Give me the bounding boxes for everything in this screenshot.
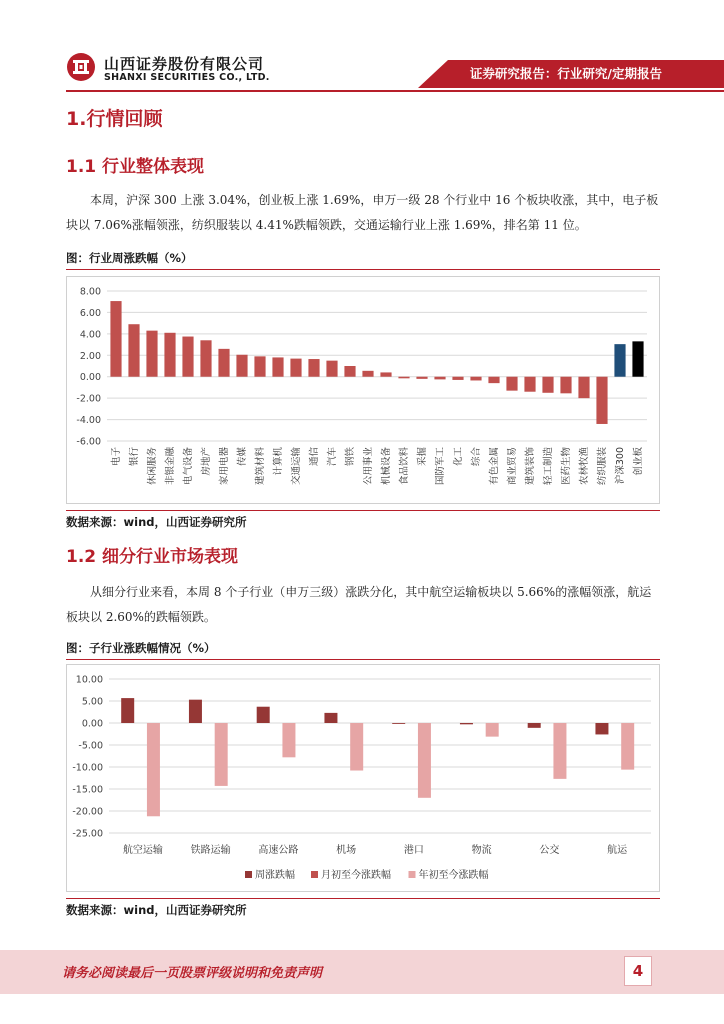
data-source-1: 数据来源：wind，山西证券研究所 <box>66 510 660 530</box>
bar <box>380 372 391 376</box>
y-tick-label: -15.00 <box>72 784 103 796</box>
bar <box>146 331 157 377</box>
figure-title-1: 图：行业周涨跌幅（%） <box>66 250 660 270</box>
bar <box>632 341 643 376</box>
y-tick-label: 2.00 <box>79 350 101 362</box>
y-tick-label: 0.00 <box>81 718 103 730</box>
x-tick-label: 休闲服务 <box>147 447 158 486</box>
bar <box>344 366 355 377</box>
bar <box>416 377 427 379</box>
bar <box>282 723 295 757</box>
company-name-en: SHANXI SECURITIES CO., LTD. <box>104 72 270 83</box>
company-name-cn: 山西证券股份有限公司 <box>104 55 265 73</box>
x-tick-label: 食品饮料 <box>399 447 410 486</box>
x-tick-label: 医药生物 <box>561 447 572 486</box>
bar <box>110 301 121 377</box>
y-tick-label: -6.00 <box>76 436 101 448</box>
bar <box>486 723 499 737</box>
bar <box>560 377 571 394</box>
bar <box>614 344 625 377</box>
x-tick-label: 国防军工 <box>435 447 446 486</box>
x-tick-label: 港口 <box>403 845 424 856</box>
y-tick-label: 0.00 <box>79 372 101 384</box>
x-tick-label: 纺织服装 <box>597 447 608 486</box>
page-number: 4 <box>624 956 652 986</box>
bar <box>452 377 463 380</box>
bar <box>324 713 337 723</box>
figure-title-2: 图：子行业涨跌幅情况（%） <box>66 640 660 660</box>
x-tick-label: 综合 <box>471 447 482 467</box>
subsection-title-1-2: 1.2 细分行业市场表现 <box>66 547 239 567</box>
legend-label: 月初至今涨跌幅 <box>321 870 391 881</box>
bar <box>121 698 134 723</box>
x-tick-label: 钢铁 <box>345 447 356 467</box>
bar <box>524 377 535 392</box>
bar <box>326 361 337 377</box>
industry-weekly-chart <box>66 276 660 504</box>
bar <box>200 340 211 376</box>
bar <box>596 377 607 424</box>
bar <box>506 377 517 391</box>
x-tick-label: 物流 <box>471 845 492 856</box>
bar <box>621 723 634 770</box>
bar <box>578 377 589 398</box>
bar <box>392 723 405 724</box>
bar <box>290 359 301 377</box>
x-tick-label: 创业板 <box>633 447 644 476</box>
x-tick-label: 航空运输 <box>122 845 163 856</box>
y-tick-label: -5.00 <box>78 740 103 752</box>
x-tick-label: 沪深300 <box>615 447 626 485</box>
x-tick-label: 公用事业 <box>363 447 374 486</box>
y-tick-label: -20.00 <box>72 806 103 818</box>
legend-label: 年初至今涨跌幅 <box>418 870 489 881</box>
bar <box>528 723 541 728</box>
page-header <box>0 0 724 100</box>
y-tick-label: 10.00 <box>75 674 103 686</box>
y-tick-label: 5.00 <box>81 696 103 708</box>
industry-weekly-chart-svg <box>67 277 659 503</box>
x-tick-label: 银行 <box>129 447 140 467</box>
x-tick-label: 高速公路 <box>258 845 299 856</box>
bar <box>398 377 409 379</box>
x-tick-label: 非银金融 <box>165 447 176 486</box>
bar <box>254 356 265 376</box>
report-type: 证券研究报告：行业研究/定期报告 <box>469 66 662 81</box>
y-tick-label: 8.00 <box>79 286 101 298</box>
y-tick-label: -4.00 <box>76 415 101 427</box>
x-tick-label: 通信 <box>309 447 320 467</box>
bar <box>434 377 445 380</box>
y-tick-label: 6.00 <box>79 307 101 319</box>
data-source-2: 数据来源：wind，山西证券研究所 <box>66 898 660 918</box>
bar <box>418 723 431 798</box>
bar <box>460 723 473 724</box>
header-band-notch <box>418 60 448 88</box>
header-divider <box>66 90 724 92</box>
bar <box>350 723 363 771</box>
section-title: 1.行情回顾 <box>66 108 163 130</box>
x-tick-label: 家用电器 <box>219 447 230 486</box>
y-tick-label: -25.00 <box>72 828 103 840</box>
legend-swatch <box>245 871 252 878</box>
x-tick-label: 农林牧渔 <box>579 447 590 486</box>
bar <box>470 377 481 381</box>
x-tick-label: 交通运输 <box>291 447 302 486</box>
x-tick-label: 机械设备 <box>381 447 392 486</box>
legend-label: 周涨跌幅 <box>255 870 295 881</box>
bar <box>182 337 193 377</box>
x-tick-label: 有色金属 <box>489 447 500 486</box>
x-tick-label: 建筑材料 <box>255 447 266 486</box>
x-tick-label: 铁路运输 <box>190 845 231 856</box>
y-tick-label: -2.00 <box>76 393 101 405</box>
x-tick-label: 电子 <box>111 447 122 467</box>
sub-industry-chart-svg <box>67 665 659 891</box>
x-tick-label: 轻工制造 <box>543 447 554 486</box>
bar <box>215 723 228 786</box>
x-tick-label: 电气设备 <box>183 447 194 486</box>
bar <box>218 349 229 377</box>
y-tick-label: -10.00 <box>72 762 103 774</box>
footer-disclaimer: 请务必阅读最后一页股票评级说明和免责声明 <box>62 966 323 981</box>
paragraph-1-2: 从细分行业来看，本周 8 个子行业（申万三级）涨跌分化，其中航空运输板块以 5.66%的涨幅领涨，航运板块以 2.60%的跌幅领跌。 <box>66 585 652 624</box>
bar <box>542 377 553 393</box>
x-tick-label: 商业贸易 <box>507 447 518 486</box>
x-tick-label: 采掘 <box>417 447 428 467</box>
bar <box>257 707 270 723</box>
legend-swatch <box>311 871 318 878</box>
bar <box>362 371 373 377</box>
x-tick-label: 汽车 <box>327 447 338 467</box>
x-tick-label: 计算机 <box>273 447 284 476</box>
bar <box>553 723 566 779</box>
bar <box>189 700 202 723</box>
paragraph-1-1: 本周，沪深 300 上涨 3.04%，创业板上涨 1.69%，申万一级 28 个行业中 16 个板块收涨，其中，电子板块以 7.06%涨幅领涨，纺织服装以 4.41%跌幅领跌，交通运输行业上涨 1.69%，排名第 11 位。 <box>66 193 659 232</box>
x-tick-label: 公交 <box>539 845 560 856</box>
bar <box>236 355 247 377</box>
x-tick-label: 航运 <box>607 845 628 856</box>
bar <box>595 723 608 734</box>
bar <box>308 359 319 377</box>
bar <box>164 333 175 377</box>
subsection-title-1-1: 1.1 行业整体表现 <box>66 157 205 177</box>
shanxi-securities-logo-icon <box>66 52 96 82</box>
x-tick-label: 建筑装饰 <box>525 447 536 486</box>
sub-industry-chart <box>66 664 660 892</box>
bar <box>147 723 160 816</box>
bar <box>128 324 139 377</box>
x-tick-label: 房地产 <box>201 447 212 476</box>
x-tick-label: 机场 <box>336 845 357 856</box>
y-tick-label: 4.00 <box>79 329 101 341</box>
bar <box>272 357 283 376</box>
x-tick-label: 化工 <box>453 447 464 467</box>
x-tick-label: 传媒 <box>237 447 248 467</box>
bar <box>488 377 499 383</box>
legend-swatch <box>409 871 416 878</box>
